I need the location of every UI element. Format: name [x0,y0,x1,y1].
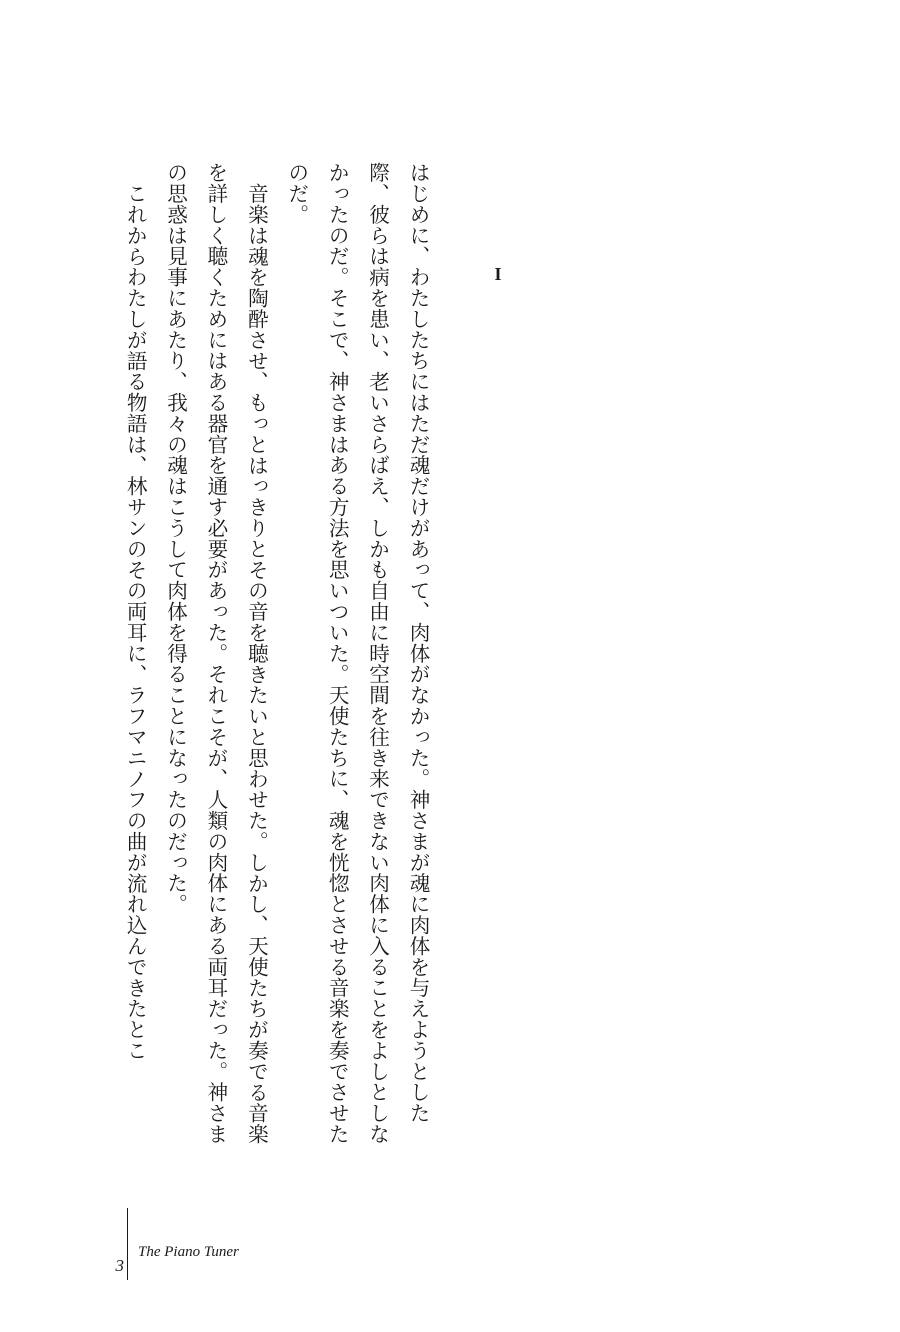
paragraph: これからわたしが語る物語は、林サンのその両耳に、ラフマニノフの曲が流れ込んできたとこ [123,182,148,1061]
chapter-number: I [494,264,502,284]
footer-divider [127,1208,128,1280]
page-number: 3 [115,1256,124,1275]
running-title: The Piano Tuner [138,1244,239,1260]
body-text [115,162,438,1152]
paragraph: 音楽は魂を陶酔させ、もっとはっきりとその音を聴きたいと思わせた。しかし、天使たちが奏でる音楽を詳しく聴くためにはある器官を通す必要があった。それこそが、人類の肉体にある両耳だった。神さまの思惑は見事にあたり、我々の魂はこうして肉体を得ることになったのだった。 [163,162,269,1145]
paragraph: はじめに、わたしたちにはただ魂だけがあって、肉体がなかった。神さまが魂に肉体を与えようとした際、彼らは病を患い、老いさらばえ、しかも自由に時空間を往き来できない肉体に入ることをよしとしなかったのだ。そこで、神さまはある方法を思いついた。天使たちに、魂を恍惚とさせる音楽を奏でさせたのだ。 [284,162,430,1145]
